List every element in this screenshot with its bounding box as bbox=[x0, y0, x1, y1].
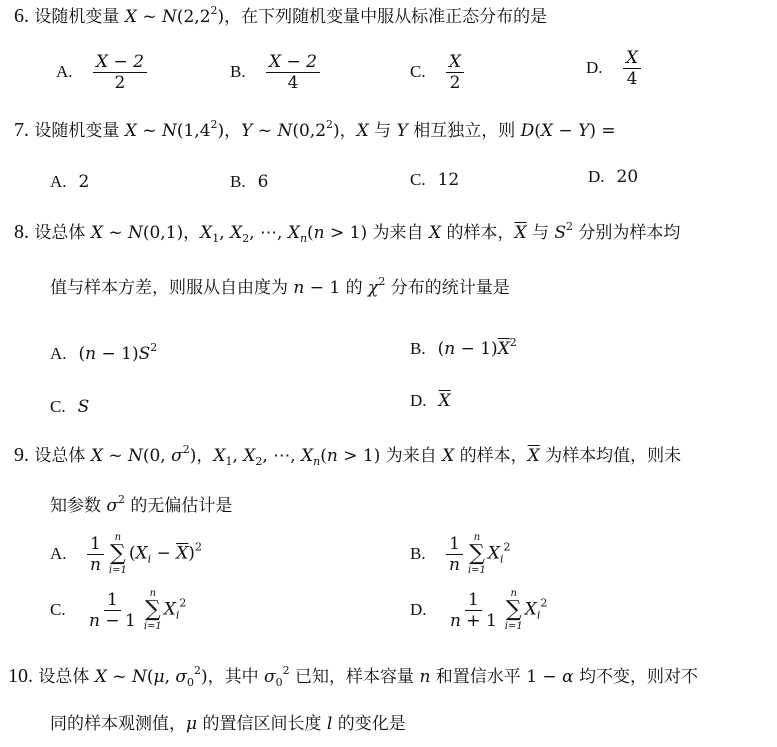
question-6-stem bbox=[14, 4, 547, 29]
fraction: $\frac{X - 2}{4}$ bbox=[266, 52, 320, 93]
question-text: 设随机变量 X ~ $N(1,4^2)$，Y ~ $N(0,2^2)$，X 与 Y 相互独立，则 D(X − Y) = bbox=[34, 118, 616, 141]
option-7d: D. 20 bbox=[588, 167, 639, 187]
option-7a: A. 2 bbox=[50, 172, 90, 192]
question-text: 设总体 X ~ N(0,1)，$X_1$, $X_2$, ⋯, $X_n(n > 1)$ 为来自 X 的样本，$\overline{X}$ 与 $S^2$ 分别为样本均 bbox=[34, 220, 681, 245]
option-8d: D. $\overline{X}$ bbox=[410, 391, 451, 411]
question-10-stem: 10. 设总体 X ~ N(μ, $\sigma_0^2$)，其中 $\sigma_0^2$ 已知，样本容量 n 和置信水平 1 − α 均不变，则对不 bbox=[8, 664, 698, 689]
question-number: 6. bbox=[14, 5, 29, 27]
option-8a: A. $(n - 1)S^2$ bbox=[50, 341, 158, 364]
question-8-stem-cont: 值与样本方差，则服从自由度为 n − 1 的 $\chi^2$ 分布的统计量是 bbox=[50, 275, 510, 298]
option-8b: B. $(n - 1)\overline{X}^2$ bbox=[410, 336, 517, 359]
option-7b: B. 6 bbox=[230, 172, 269, 192]
option-6d: D. $\frac{X}{4}$ bbox=[586, 48, 644, 89]
option-9a: A. $\frac{1}{n}$ n ∑ i=1 $(X_i - \overline{X})^2$ bbox=[50, 532, 202, 576]
question-7-stem: 7. 设随机变量 X ~ $N(1,4^2)$，Y ~ $N(0,2^2)$，X 与 Y 相互独立，则 D(X − Y) = bbox=[14, 118, 616, 141]
option-6b: B. $\frac{X - 2}{4}$ bbox=[230, 52, 323, 93]
question-8-stem: 8. 设总体 X ~ N(0,1)，$X_1$, $X_2$, ⋯, $X_n(n > 1)$ 为来自 X 的样本，$\overline{X}$ 与 $S^2$ 分别为样本均 bbox=[14, 220, 681, 245]
option-7c: C. 12 bbox=[410, 170, 460, 190]
option-8c: C. S bbox=[50, 397, 90, 417]
question-10-stem-cont: 同的样本观测值，μ 的置信区间长度 l 的变化是 bbox=[50, 714, 406, 734]
option-6c: C. $\frac{X}{2}$ bbox=[410, 52, 467, 93]
option-9d: D. $\frac{1}{n + 1}$ n ∑ i=1 $X_i^2$ bbox=[410, 588, 548, 632]
option-9c: C. $\frac{1}{n - 1}$ n ∑ i=1 $X_i^2$ bbox=[50, 588, 187, 632]
fraction: $\frac{X - 2}{2}$ bbox=[93, 52, 147, 93]
question-9-stem: 9. 设总体 X ~ N(0, $\sigma^2$)，$X_1$, $X_2$, ⋯, $X_n(n > 1)$ 为来自 X 的样本，$\overline{X}$ 为样本均值，则未 bbox=[14, 443, 682, 468]
option-6a: A. $\frac{X - 2}{2}$ bbox=[56, 52, 150, 93]
question-text: 设总体 X ~ N(μ, $\sigma_0^2$)，其中 $\sigma_0^2$ 已知，样本容量 n 和置信水平 1 − α 均不变，则对不 bbox=[38, 664, 698, 689]
fraction: $\frac{X}{2}$ bbox=[446, 52, 464, 93]
question-text: 设随机变量 X ~ $N(2,2^2)$，在下列随机变量中服从标准正态分布的是 bbox=[34, 4, 548, 27]
option-9b: B. $\frac{1}{n}$ n ∑ i=1 $X_i^2$ bbox=[410, 532, 511, 576]
question-9-stem-cont: 知参数 $\sigma^2$ 的无偏估计是 bbox=[50, 493, 233, 516]
question-text: 设总体 X ~ N(0, $\sigma^2$)，$X_1$, $X_2$, ⋯, $X_n(n > 1)$ 为来自 X 的样本，$\overline{X}$ 为样本均值，则未 bbox=[34, 443, 682, 468]
fraction: $\frac{X}{4}$ bbox=[623, 48, 641, 89]
